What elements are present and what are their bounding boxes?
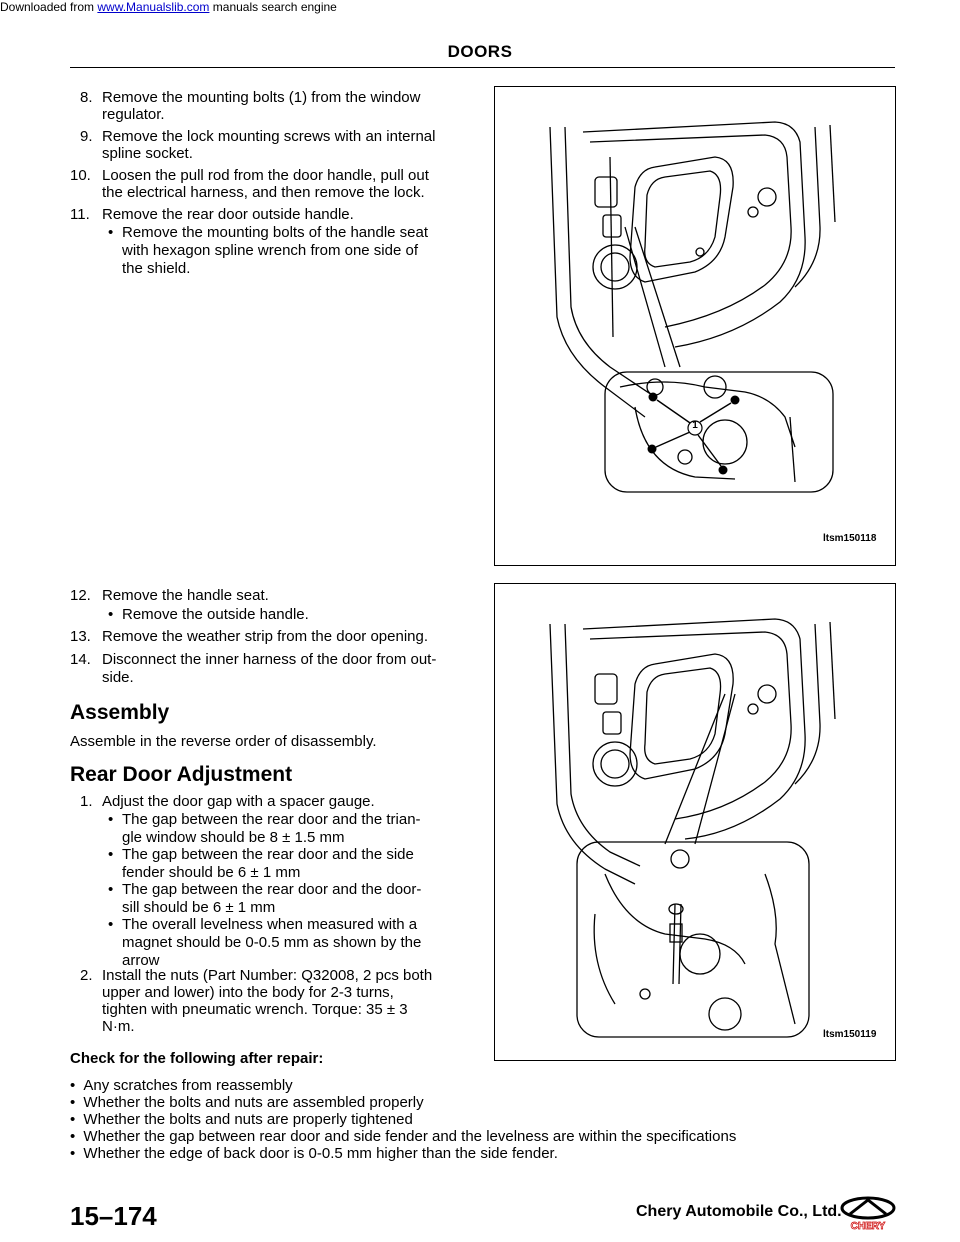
chery-logo-icon — [838, 1196, 898, 1232]
section-title: DOORS — [447, 42, 513, 61]
check-list — [70, 1077, 890, 1169]
adjustment-heading: Rear Door Adjustment — [70, 763, 293, 786]
page-number: 15–174 — [70, 1201, 157, 1231]
check-item: • Any scratches from reassembly — [70, 1077, 293, 1094]
manualslib-link[interactable]: www.Manualslib.com — [97, 0, 210, 14]
check-item: • Whether the bolts and nuts are assembled properly — [70, 1094, 424, 1111]
chery-logo — [838, 1196, 898, 1232]
steps-mid: 12. Remove the handle seat. 13. Remove the weather strip from the door opening. 14. Disconnect the inner harness of the door from out- side. — [70, 587, 437, 686]
adjust-bullets: • The gap between the rear door and the trian- gle window should be 8 ± 1.5 mm • The gap between the rear door and the side fender should be 6 ± 1 mm • The gap between the rear door and the door- sill should be 6 ± 1 mm • The overall levelness when measured with a magnet should be 0-0.5 mm as shown by the arrow — [108, 811, 422, 969]
step-12-bullet: • Remove the outside handle. — [108, 606, 309, 623]
door-illustration-1 — [495, 87, 895, 565]
figure-label: ltsm150118 — [823, 533, 877, 544]
figure-label: ltsm150119 — [823, 1029, 877, 1040]
check-heading: Check for the following after repair: — [70, 1050, 324, 1067]
company-name: Chery Automobile Co., Ltd. — [636, 1203, 842, 1220]
check-item: • Whether the bolts and nuts are properly tightened — [70, 1111, 413, 1128]
download-bar: Downloaded from www.Manualslib.com manuals search engine — [0, 0, 337, 14]
callout-1: 1 — [692, 420, 698, 431]
door-illustration-2 — [495, 584, 895, 1060]
adjust-step-2: 2. Install the nuts (Part Number: Q32008, 2 pcs both upper and lower) into the body for 2-3 turns, tighten with pneumatic wrench. Torque: 35 ± 3 N·m. — [80, 967, 433, 1035]
assembly-text: Assemble in the reverse order of disassembly. — [70, 733, 377, 750]
figure-window-regulator-bolts — [494, 86, 896, 566]
steps-top: 8. Remove the mounting bolts (1) from the window regulator. 9. Remove the lock mounting screws with an internal spline socket. 10. Loosen the pull rod from the door handle, pull out the electrical harness, and then remove the lock. 11. Remove the rear door outside handle. — [70, 89, 436, 223]
logo-text: CHERY — [850, 1221, 886, 1232]
figure-door-adjustment — [494, 583, 896, 1061]
assembly-heading: Assembly — [70, 701, 170, 724]
adjust-step-1: 1. Adjust the door gap with a spacer gauge. — [80, 793, 375, 810]
check-item: • Whether the edge of back door is 0-0.5 mm higher than the side fender. — [70, 1145, 558, 1162]
header-rule — [70, 67, 895, 68]
check-item: • Whether the gap between rear door and side fender and the levelness are within the specifications — [70, 1128, 737, 1145]
step-11-bullet: • Remove the mounting bolts of the handle seat with hexagon spline wrench from one side of the shield. — [108, 224, 429, 277]
